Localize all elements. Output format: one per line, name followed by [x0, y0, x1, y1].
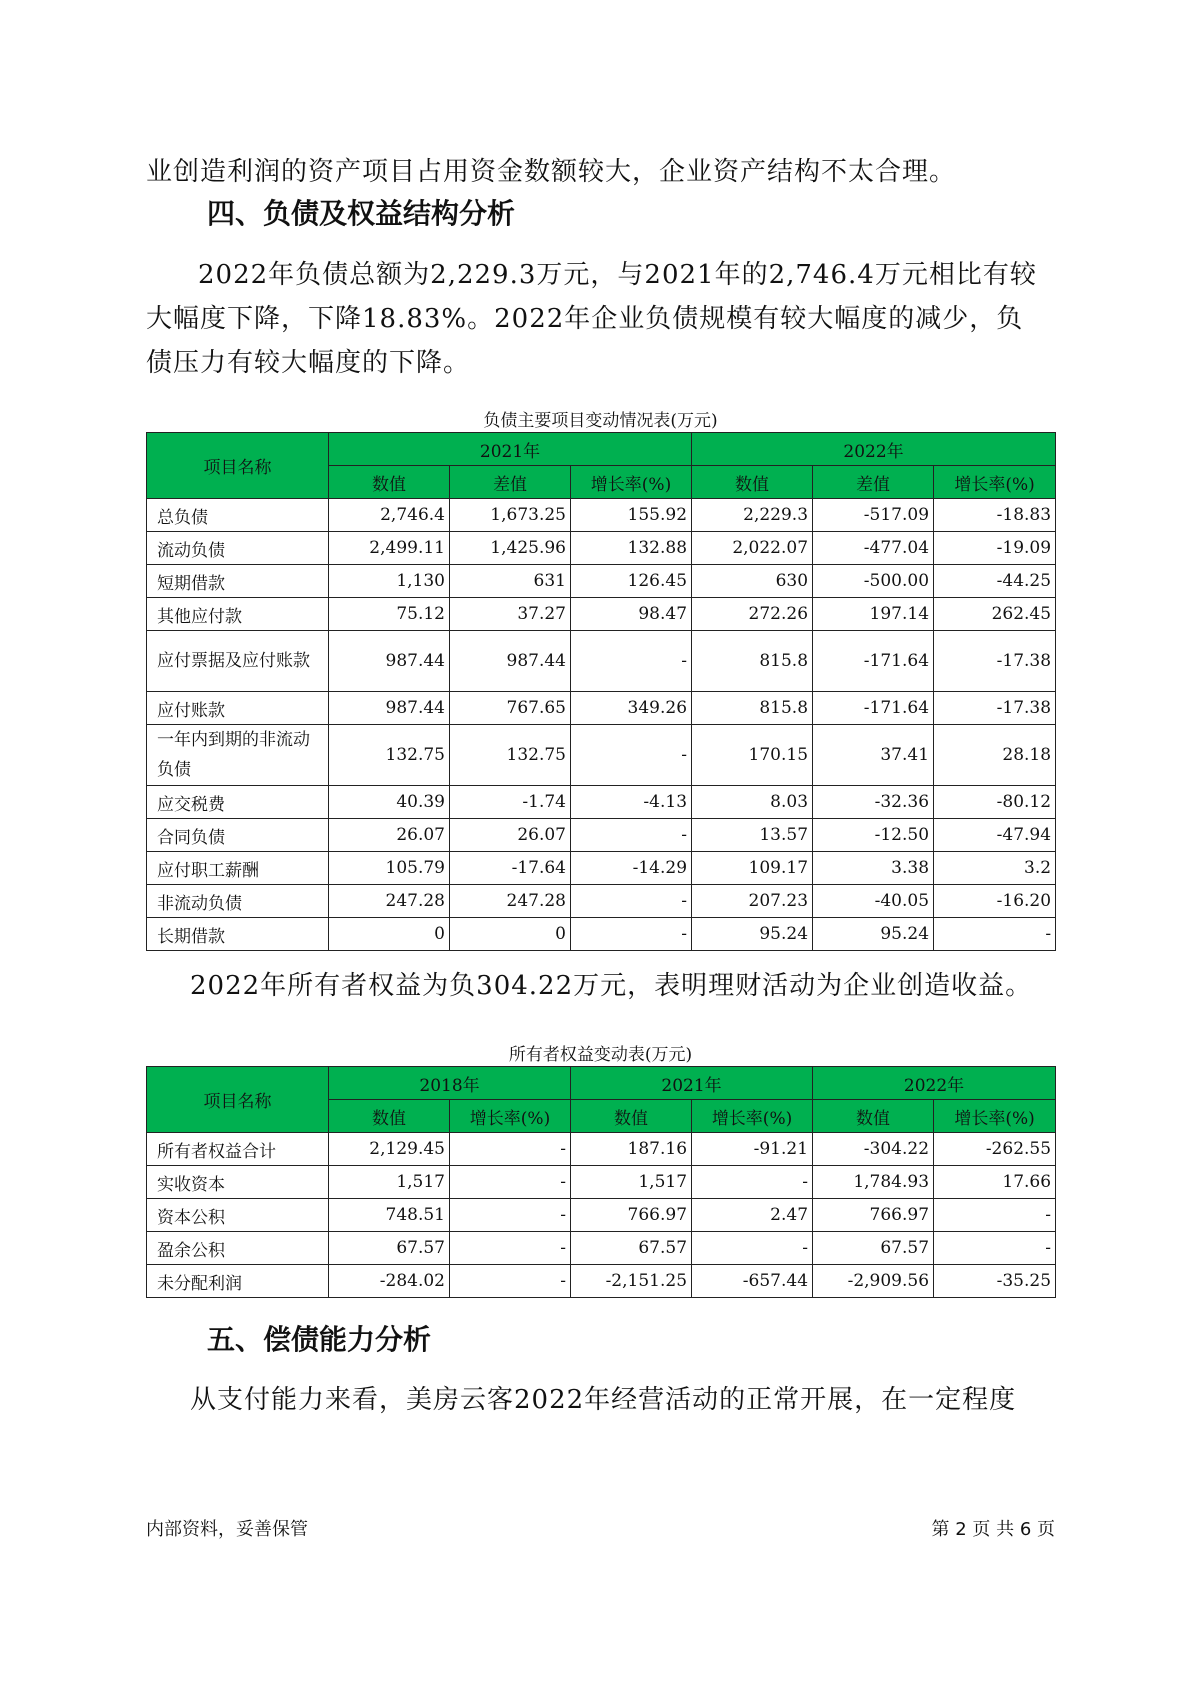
header-year-2022: 2022年	[692, 433, 1056, 466]
table-cell: 1,673.25	[450, 499, 571, 532]
table-cell: -	[571, 631, 692, 692]
header-sub: 数值	[571, 1100, 692, 1133]
table-cell: 17.66	[934, 1166, 1056, 1199]
table-cell: -	[692, 1166, 813, 1199]
row-label: 合同负债	[147, 819, 329, 852]
table-row	[147, 885, 1056, 918]
table-cell: -	[571, 725, 692, 786]
table-cell: 247.28	[450, 885, 571, 918]
header-sub: 增长率(%)	[571, 466, 692, 499]
table-row	[147, 786, 1056, 819]
header-sub: 数值	[329, 1100, 450, 1133]
table-cell: -171.64	[813, 692, 934, 725]
row-label: 应付票据及应付账款	[147, 631, 329, 692]
table-cell: 75.12	[329, 598, 450, 631]
table-cell: 262.45	[934, 598, 1056, 631]
table-cell: 170.15	[692, 725, 813, 786]
table-row	[147, 852, 1056, 885]
row-label: 盈余公积	[147, 1232, 329, 1265]
table-cell: 109.17	[692, 852, 813, 885]
table-cell: 987.44	[329, 692, 450, 725]
row-label: 所有者权益合计	[147, 1133, 329, 1166]
table-cell: -17.64	[450, 852, 571, 885]
table-cell: 987.44	[329, 631, 450, 692]
table-cell: 207.23	[692, 885, 813, 918]
table-cell: 630	[692, 565, 813, 598]
table-row	[147, 499, 1056, 532]
row-label: 非流动负债	[147, 885, 329, 918]
row-label: 应付账款	[147, 692, 329, 725]
table-cell: 272.26	[692, 598, 813, 631]
table-cell: -47.94	[934, 819, 1056, 852]
table-cell: 3.2	[934, 852, 1056, 885]
table-cell: 187.16	[571, 1133, 692, 1166]
table-cell: 3.38	[813, 852, 934, 885]
row-label: 应付职工薪酬	[147, 852, 329, 885]
table-cell: -18.83	[934, 499, 1056, 532]
header-year-2022: 2022年	[813, 1067, 1056, 1100]
table-row	[147, 1265, 1056, 1298]
equity-table	[146, 1066, 1056, 1298]
table-row	[147, 1199, 1056, 1232]
table-cell: -40.05	[813, 885, 934, 918]
table-cell: -284.02	[329, 1265, 450, 1298]
table-cell: -2,151.25	[571, 1265, 692, 1298]
table-cell: 132.75	[450, 725, 571, 786]
table-cell: -17.38	[934, 692, 1056, 725]
table-cell: -	[450, 1232, 571, 1265]
table-row	[147, 1166, 1056, 1199]
header-year-2021: 2021年	[571, 1067, 813, 1100]
table-cell: -44.25	[934, 565, 1056, 598]
table-cell: -	[934, 1232, 1056, 1265]
table-cell: 2,499.11	[329, 532, 450, 565]
table-cell: -	[450, 1133, 571, 1166]
table-cell: 2,022.07	[692, 532, 813, 565]
table-cell: 155.92	[571, 499, 692, 532]
table-cell: 766.97	[571, 1199, 692, 1232]
table-cell: 26.07	[450, 819, 571, 852]
header-sub: 增长率(%)	[692, 1100, 813, 1133]
table-cell: -19.09	[934, 532, 1056, 565]
table-cell: -	[450, 1199, 571, 1232]
row-label: 流动负债	[147, 532, 329, 565]
table-cell: 349.26	[571, 692, 692, 725]
header-sub: 数值	[329, 466, 450, 499]
row-label: 短期借款	[147, 565, 329, 598]
header-sub: 数值	[692, 466, 813, 499]
header-item-name: 项目名称	[147, 433, 329, 499]
table-cell: -14.29	[571, 852, 692, 885]
table-cell: 1,425.96	[450, 532, 571, 565]
table-cell: 37.27	[450, 598, 571, 631]
row-label: 一年内到期的非流动负债	[147, 725, 329, 786]
section-heading-solvency: 五、偿债能力分析	[207, 1323, 432, 1356]
table-cell: -	[450, 1166, 571, 1199]
table-cell: 815.8	[692, 631, 813, 692]
table-cell: 132.75	[329, 725, 450, 786]
table-cell: 1,130	[329, 565, 450, 598]
table-cell: 13.57	[692, 819, 813, 852]
paragraph-payment-capacity: 从支付能力来看，美房云客2022年经营活动的正常开展，在一定程度	[190, 1385, 1017, 1415]
table-cell: -500.00	[813, 565, 934, 598]
header-sub: 数值	[813, 1100, 934, 1133]
footer-confidential-note: 内部资料，妥善保管	[146, 1519, 308, 1540]
table-row	[147, 819, 1056, 852]
table-cell: 67.57	[329, 1232, 450, 1265]
paragraph-debt-summary: 2022年负债总额为2,229.3万元，与2021年的2,746.4万元相比有较大幅度下降，下降18.83%。2022年企业负债规模有较大幅度的减少，负债压力有较大幅度的下降。	[146, 260, 1037, 378]
table-cell: -2,909.56	[813, 1265, 934, 1298]
header-year-2018: 2018年	[329, 1067, 571, 1100]
table-cell: 95.24	[813, 918, 934, 951]
header-sub: 差值	[813, 466, 934, 499]
header-sub: 增长率(%)	[934, 466, 1056, 499]
header-year-2021: 2021年	[329, 433, 692, 466]
table-cell: 40.39	[329, 786, 450, 819]
table-cell: -171.64	[813, 631, 934, 692]
table-row	[147, 1133, 1056, 1166]
table-caption-liabilities: 负债主要项目变动情况表(万元)	[483, 411, 718, 431]
table-cell: -304.22	[813, 1133, 934, 1166]
table-cell: -	[450, 1265, 571, 1298]
table-cell: 987.44	[450, 631, 571, 692]
footer-page-number: 第 2 页 共 6 页	[931, 1519, 1055, 1540]
table-caption-equity: 所有者权益变动表(万元)	[508, 1045, 693, 1065]
table-row	[147, 1232, 1056, 1265]
table-cell: 197.14	[813, 598, 934, 631]
table-row	[147, 532, 1056, 565]
table-cell: 1,517	[329, 1166, 450, 1199]
table-cell: 2.47	[692, 1199, 813, 1232]
table-cell: -	[934, 918, 1056, 951]
table-cell: 67.57	[571, 1232, 692, 1265]
paragraph-equity-summary: 2022年所有者权益为负304.22万元，表明理财活动为企业创造收益。	[190, 971, 1033, 1001]
table-row	[147, 631, 1056, 692]
table-cell: 105.79	[329, 852, 450, 885]
table-cell: -16.20	[934, 885, 1056, 918]
liabilities-table	[146, 432, 1056, 951]
table-cell: -32.36	[813, 786, 934, 819]
table-cell: -	[571, 819, 692, 852]
table-cell: -517.09	[813, 499, 934, 532]
table-cell: -1.74	[450, 786, 571, 819]
table-cell: -17.38	[934, 631, 1056, 692]
row-label: 实收资本	[147, 1166, 329, 1199]
row-label: 未分配利润	[147, 1265, 329, 1298]
table-cell: 8.03	[692, 786, 813, 819]
table-cell: 67.57	[813, 1232, 934, 1265]
table-cell: 247.28	[329, 885, 450, 918]
header-sub: 增长率(%)	[450, 1100, 571, 1133]
table-cell: -91.21	[692, 1133, 813, 1166]
table-cell: -262.55	[934, 1133, 1056, 1166]
table-cell: -	[692, 1232, 813, 1265]
table-cell: 95.24	[692, 918, 813, 951]
table-row	[147, 598, 1056, 631]
table-cell: 26.07	[329, 819, 450, 852]
table-cell: 631	[450, 565, 571, 598]
header-item-name: 项目名称	[147, 1067, 329, 1133]
table-cell: -4.13	[571, 786, 692, 819]
table-cell: 766.97	[813, 1199, 934, 1232]
table-cell: 767.65	[450, 692, 571, 725]
table-cell: -	[571, 885, 692, 918]
row-label: 长期借款	[147, 918, 329, 951]
table-row	[147, 725, 1056, 786]
row-label: 资本公积	[147, 1199, 329, 1232]
table-cell: -12.50	[813, 819, 934, 852]
table-row	[147, 918, 1056, 951]
row-label: 其他应付款	[147, 598, 329, 631]
table-cell: 2,129.45	[329, 1133, 450, 1166]
table-cell: 815.8	[692, 692, 813, 725]
table-cell: -35.25	[934, 1265, 1056, 1298]
header-sub: 差值	[450, 466, 571, 499]
table-cell: 1,784.93	[813, 1166, 934, 1199]
table-cell: -	[571, 918, 692, 951]
row-label: 应交税费	[147, 786, 329, 819]
row-label: 总负债	[147, 499, 329, 532]
table-cell: 28.18	[934, 725, 1056, 786]
table-cell: -80.12	[934, 786, 1056, 819]
table-cell: 2,746.4	[329, 499, 450, 532]
table-cell: 748.51	[329, 1199, 450, 1232]
table-row	[147, 692, 1056, 725]
table-cell: 132.88	[571, 532, 692, 565]
table-cell: 1,517	[571, 1166, 692, 1199]
header-sub: 增长率(%)	[934, 1100, 1056, 1133]
table-cell: 37.41	[813, 725, 934, 786]
table-cell: 0	[329, 918, 450, 951]
table-cell: -657.44	[692, 1265, 813, 1298]
table-cell: -477.04	[813, 532, 934, 565]
table-cell: 0	[450, 918, 571, 951]
section-heading-liabilities: 四、负债及权益结构分析	[207, 197, 516, 230]
table-cell: 126.45	[571, 565, 692, 598]
table-cell: 98.47	[571, 598, 692, 631]
table-cell: 2,229.3	[692, 499, 813, 532]
paragraph-asset-structure: 业创造利润的资产项目占用资金数额较大，企业资产结构不太合理。	[146, 157, 957, 187]
table-row	[147, 565, 1056, 598]
table-cell: -	[934, 1199, 1056, 1232]
